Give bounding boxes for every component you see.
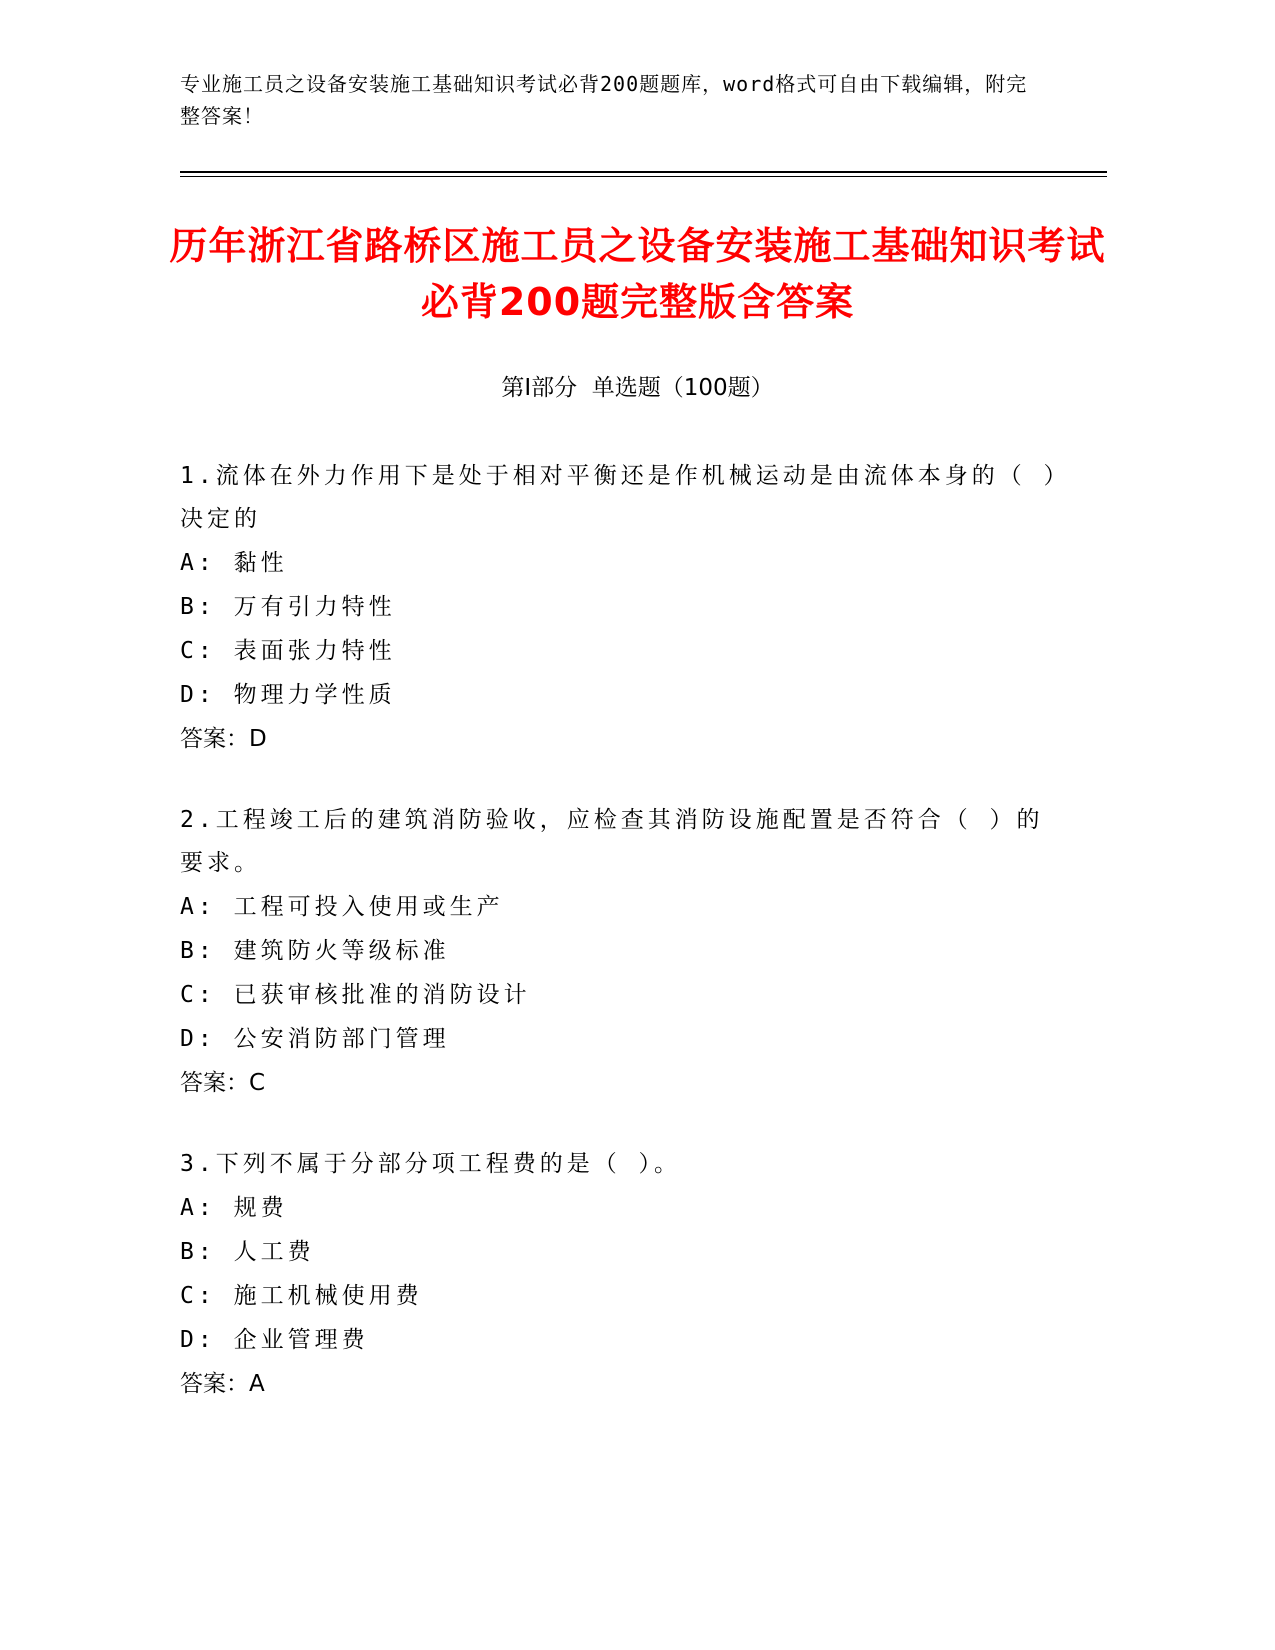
- answer-line: [180, 1362, 1060, 1406]
- document-title: 历年浙江省路桥区施工员之设备安装施工基础知识考试必背200题完整版含答案: [169, 224, 1106, 324]
- question-stem: 2.工程竣工后的建筑消防验收，应检查其消防设施配置是否符合（ ）的要求。: [180, 807, 1044, 876]
- answer-value: D: [249, 726, 267, 752]
- option-a: [180, 1186, 1060, 1230]
- option-key: D:: [180, 1026, 216, 1052]
- answer-line: [180, 1061, 1060, 1105]
- option-key: B:: [180, 594, 216, 620]
- answer-label: 答案：: [180, 726, 249, 752]
- question-2: [180, 799, 1060, 1105]
- option-text: 黏性: [233, 550, 288, 576]
- option-c: [180, 1274, 1060, 1318]
- option-c: [180, 629, 1060, 673]
- option-a: [180, 541, 1060, 585]
- option-key: D:: [180, 1327, 216, 1353]
- option-d: [180, 1017, 1060, 1061]
- option-text: 万有引力特性: [233, 594, 396, 620]
- answer-value: C: [249, 1070, 266, 1096]
- option-b: [180, 929, 1060, 973]
- question-stem: 1.流体在外力作用下是处于相对平衡还是作机械运动是由流体本身的（ ）决定的: [180, 463, 1060, 532]
- option-text: 表面张力特性: [233, 638, 396, 664]
- question-list: [180, 455, 1060, 1444]
- option-text: 企业管理费: [233, 1327, 369, 1353]
- option-key: B:: [180, 1239, 216, 1265]
- section-name: 单选题（100题）: [591, 375, 774, 401]
- option-key: A:: [180, 550, 216, 576]
- header-rule-thin: [180, 176, 1107, 177]
- option-b: [180, 585, 1060, 629]
- header-rule-thick: [180, 171, 1107, 173]
- answer-line: [180, 717, 1060, 761]
- option-key: C:: [180, 982, 216, 1008]
- answer-label: 答案：: [180, 1070, 249, 1096]
- question-3: [180, 1143, 1060, 1406]
- section-label: 第I部分: [501, 375, 578, 401]
- option-text: 工程可投入使用或生产: [233, 894, 504, 920]
- option-text: 规费: [233, 1195, 288, 1221]
- option-b: [180, 1230, 1060, 1274]
- answer-label: 答案：: [180, 1371, 249, 1397]
- option-text: 建筑防火等级标准: [233, 938, 450, 964]
- answer-value: A: [249, 1371, 265, 1397]
- question-stem: 3.下列不属于分部分项工程费的是（ ）。: [180, 1151, 682, 1177]
- option-key: C:: [180, 1283, 216, 1309]
- option-a: [180, 885, 1060, 929]
- option-text: 已获审核批准的消防设计: [233, 982, 531, 1008]
- option-c: [180, 973, 1060, 1017]
- option-key: D:: [180, 682, 216, 708]
- option-key: A:: [180, 894, 216, 920]
- question-1: [180, 455, 1060, 761]
- option-key: C:: [180, 638, 216, 664]
- option-key: A:: [180, 1195, 216, 1221]
- option-text: 施工机械使用费: [233, 1283, 423, 1309]
- option-text: 物理力学性质: [233, 682, 396, 708]
- option-text: 公安消防部门管理: [233, 1026, 450, 1052]
- option-key: B:: [180, 938, 216, 964]
- header-note: 专业施工员之设备安装施工基础知识考试必背200题题库，word格式可自由下载编辑，附完整答案！: [180, 72, 1028, 128]
- section-heading: [0, 372, 1275, 404]
- option-d: [180, 1318, 1060, 1362]
- option-text: 人工费: [233, 1239, 315, 1265]
- option-d: [180, 673, 1060, 717]
